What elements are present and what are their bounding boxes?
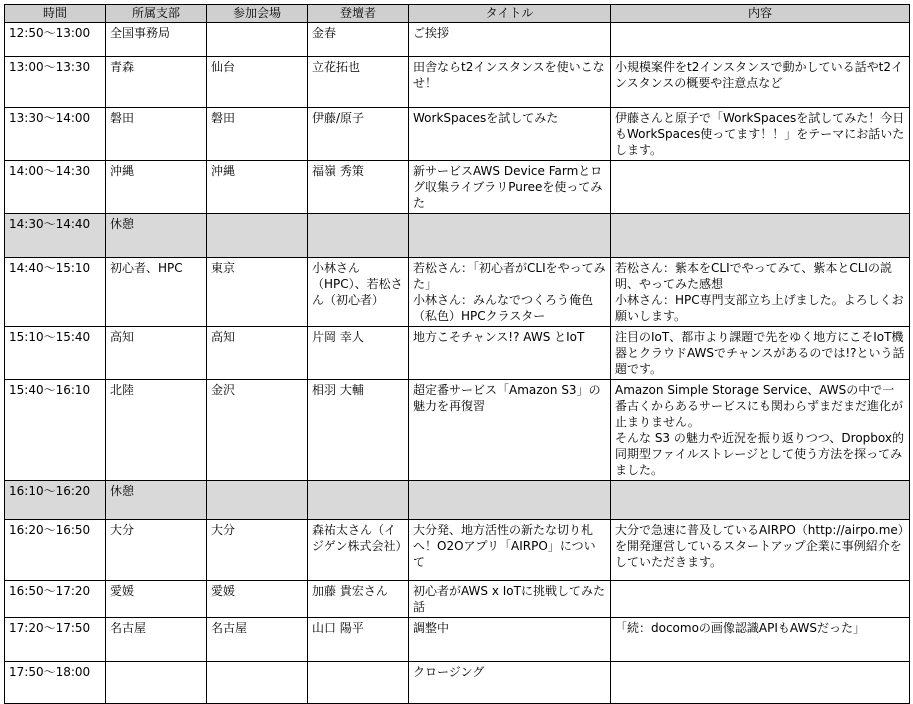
cell-branch: 愛媛 <box>106 581 207 618</box>
cell-branch: 休憩 <box>106 481 207 520</box>
cell-venue <box>207 481 308 520</box>
table-row <box>5 662 910 704</box>
cell-venue: 仙台 <box>207 57 308 108</box>
cell-speaker: 相羽 大輔 <box>308 380 409 481</box>
cell-time: 14:00～14:30 <box>5 161 106 214</box>
cell-speaker <box>308 481 409 520</box>
cell-title: WorkSpacesを試してみた <box>409 108 611 161</box>
cell-content <box>611 23 910 57</box>
cell-speaker <box>308 662 409 704</box>
cell-speaker: 立花拓也 <box>308 57 409 108</box>
cell-title: 初心者がAWS x IoTに挑戦してみた話 <box>409 581 611 618</box>
cell-content: 注目のIoT、都市より課題で先をゆく地方にこそIoT機器とクラウドAWSでチャンスがあるのでは!?という話題です。 <box>611 327 910 380</box>
cell-speaker: 金春 <box>308 23 409 57</box>
cell-speaker <box>308 214 409 258</box>
cell-branch: 大分 <box>106 520 207 581</box>
cell-time: 15:40～16:10 <box>5 380 106 481</box>
cell-branch: 磐田 <box>106 108 207 161</box>
cell-speaker: 伊藤/原子 <box>308 108 409 161</box>
schedule-table <box>4 4 910 704</box>
cell-speaker: 加藤 貴宏さん <box>308 581 409 618</box>
header-branch: 所属支部 <box>106 5 207 23</box>
cell-speaker: 森祐太さん（イジゲン株式会社） <box>308 520 409 581</box>
table-row <box>5 327 910 380</box>
cell-title: 田舎ならt2インスタンスを使いこなせ！ <box>409 57 611 108</box>
cell-venue <box>207 662 308 704</box>
cell-branch: 高知 <box>106 327 207 380</box>
header-content: 内容 <box>611 5 910 23</box>
table-row <box>5 618 910 662</box>
cell-title <box>409 481 611 520</box>
cell-time: 17:50～18:00 <box>5 662 106 704</box>
header-speaker: 登壇者 <box>308 5 409 23</box>
cell-branch <box>106 662 207 704</box>
cell-content <box>611 161 910 214</box>
table-row <box>5 581 910 618</box>
cell-branch: 北陸 <box>106 380 207 481</box>
cell-title: クロージング <box>409 662 611 704</box>
cell-content <box>611 481 910 520</box>
cell-speaker: 小林さん（HPC）、若松さん（初心者） <box>308 258 409 327</box>
cell-time: 14:30～14:40 <box>5 214 106 258</box>
table-row <box>5 108 910 161</box>
table-row-break <box>5 481 910 520</box>
cell-branch: 名古屋 <box>106 618 207 662</box>
cell-venue: 大分 <box>207 520 308 581</box>
cell-venue <box>207 214 308 258</box>
cell-speaker: 片岡 幸人 <box>308 327 409 380</box>
cell-time: 15:10～15:40 <box>5 327 106 380</box>
cell-content: 伊藤さんと原子で「WorkSpacesを試してみた！今日もWorkSpaces使ってます！！」をテーマにお話いたします。 <box>611 108 910 161</box>
cell-time: 16:20～16:50 <box>5 520 106 581</box>
cell-title: 新サービスAWS Device Farmとログ収集ライブラリPureeを使ってみた <box>409 161 611 214</box>
cell-venue <box>207 23 308 57</box>
cell-title: 地方こそチャンス!? AWS とIoT <box>409 327 611 380</box>
table-row <box>5 161 910 214</box>
cell-content: 大分で急速に普及しているAIRPO（http://airpo.me）を開発運営しているスタートアップ企業に事例紹介をしていただきます。 <box>611 520 910 581</box>
cell-branch: 全国事務局 <box>106 23 207 57</box>
cell-content: Amazon Simple Storage Service、AWSの中で一番古くからあるサービスにも関わらずまだまだ進化が止まりません。 そんな S3 の魅力や近況を振り返りつつ、Dropbox的同期型ファイルストレージとして使う方法を探ってみました。 <box>611 380 910 481</box>
cell-title: 若松さん：「初心者がCLIをやってみた」 小林さん：みんなでつくろう俺色（私色）HPCクラスター <box>409 258 611 327</box>
cell-speaker: 福嶺 秀策 <box>308 161 409 214</box>
table-row <box>5 520 910 581</box>
cell-branch: 初心者、HPC <box>106 258 207 327</box>
cell-branch: 青森 <box>106 57 207 108</box>
cell-content: 小規模案件をt2インスタンスで動かしている話やt2インスタンスの概要や注意点など <box>611 57 910 108</box>
cell-time: 17:20～17:50 <box>5 618 106 662</box>
table-row-break <box>5 214 910 258</box>
cell-time: 16:10～16:20 <box>5 481 106 520</box>
cell-time: 13:00～13:30 <box>5 57 106 108</box>
table-body <box>5 23 910 704</box>
table-row <box>5 380 910 481</box>
header-row <box>5 5 910 23</box>
cell-title: 調整中 <box>409 618 611 662</box>
cell-title: 超定番サービス「Amazon S3」の魅力を再復習 <box>409 380 611 481</box>
cell-branch: 沖縄 <box>106 161 207 214</box>
cell-content <box>611 662 910 704</box>
cell-title: 大分発、地方活性の新たな切り札へ！O2Oアプリ「AIRPO」について <box>409 520 611 581</box>
table-row <box>5 57 910 108</box>
cell-venue: 名古屋 <box>207 618 308 662</box>
table-row <box>5 258 910 327</box>
cell-content: 若松さん：紫本をCLIでやってみて、紫本とCLIの説明、やってみた感想 小林さん：HPC専門支部立ち上げました。よろしくお願いします。 <box>611 258 910 327</box>
cell-time: 14:40～15:10 <box>5 258 106 327</box>
cell-time: 12:50～13:00 <box>5 23 106 57</box>
table-row <box>5 23 910 57</box>
cell-speaker: 山口 陽平 <box>308 618 409 662</box>
cell-branch: 休憩 <box>106 214 207 258</box>
cell-venue: 東京 <box>207 258 308 327</box>
header-title: タイトル <box>409 5 611 23</box>
cell-content <box>611 581 910 618</box>
header-venue: 参加会場 <box>207 5 308 23</box>
cell-time: 13:30～14:00 <box>5 108 106 161</box>
cell-venue: 高知 <box>207 327 308 380</box>
cell-venue: 沖縄 <box>207 161 308 214</box>
cell-venue: 金沢 <box>207 380 308 481</box>
cell-content <box>611 214 910 258</box>
cell-content: 「続：docomoの画像認識APIもAWSだった」 <box>611 618 910 662</box>
cell-venue: 磐田 <box>207 108 308 161</box>
cell-venue: 愛媛 <box>207 581 308 618</box>
cell-title: ご挨拶 <box>409 23 611 57</box>
header-time: 時間 <box>5 5 106 23</box>
cell-title <box>409 214 611 258</box>
cell-time: 16:50～17:20 <box>5 581 106 618</box>
